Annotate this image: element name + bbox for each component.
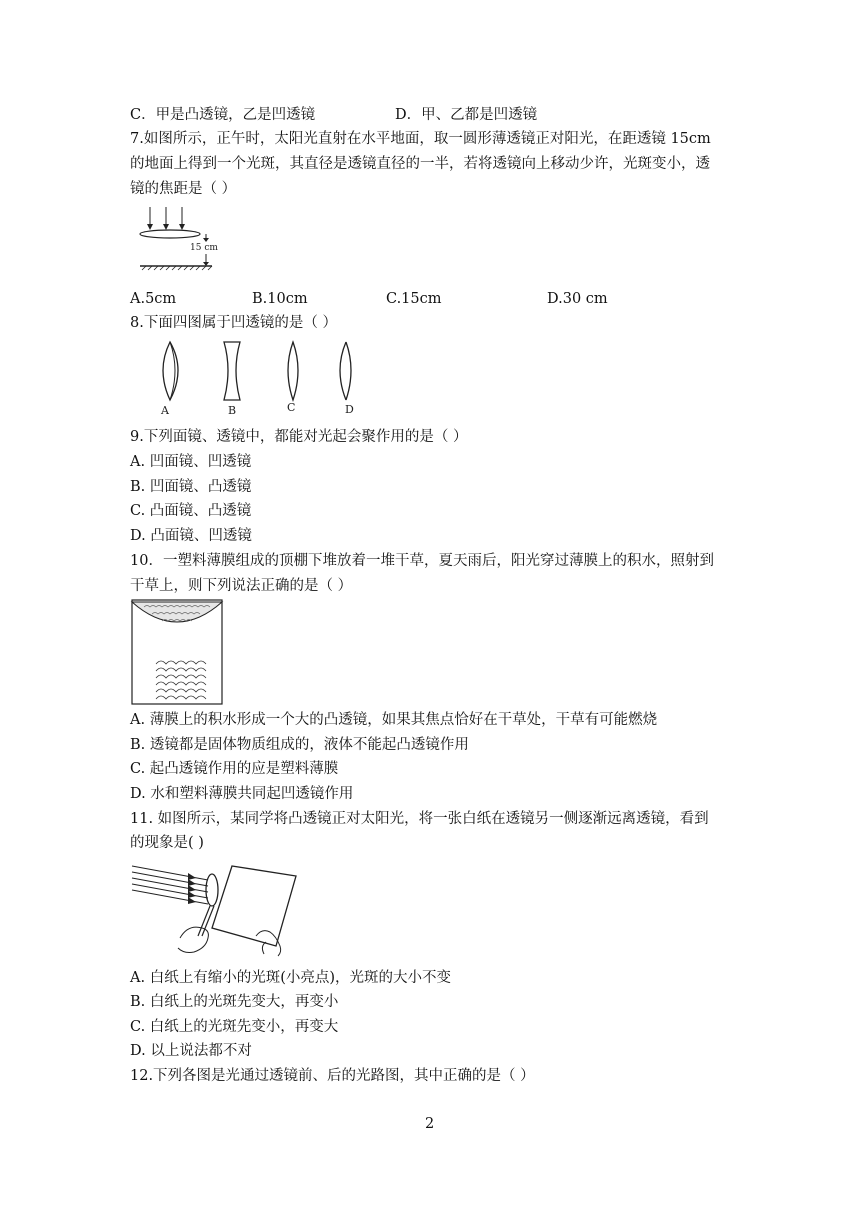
q10-option-c: C. 起凸透镜作用的应是塑料薄膜 <box>130 761 339 777</box>
q12-stem: 12.下列各图是光通过透镜前、后的光路图，其中正确的是（ ） <box>130 1068 535 1084</box>
q6-option-d: D．甲、乙都是凹透镜 <box>395 107 538 123</box>
q7-option-b: B.10cm <box>252 291 308 307</box>
q9-option-c: C. 凸面镜、凸透镜 <box>130 503 252 519</box>
q11-stem-line-1: 11. 如图所示，某同学将凸透镜正对太阳光，将一张白纸在透镜另一侧逐渐远离透镜，看到 <box>130 811 709 827</box>
q7-option-d: D.30 cm <box>547 291 608 307</box>
q8-stem: 8.下面四图属于凹透镜的是（ ） <box>130 315 337 331</box>
q11-stem-line-2: 的现象是( ) <box>130 835 204 851</box>
q9-option-d: D. 凸面镜、凹透镜 <box>130 528 252 544</box>
q10-stem-line-1: 10．一塑料薄膜组成的顶棚下堆放着一堆干草，夏天雨后，阳光穿过薄膜上的积水，照射到 <box>130 553 714 569</box>
q11-option-b: B. 白纸上的光斑先变大，再变小 <box>130 994 339 1010</box>
q8-label-b: B <box>228 404 237 417</box>
page-number: 2 <box>425 1116 435 1132</box>
q10-option-b: B. 透镜都是固体物质组成的，液体不能起凸透镜作用 <box>130 737 469 753</box>
q11-option-c: C. 白纸上的光斑先变小，再变大 <box>130 1019 339 1035</box>
q11-lens-paper-figure <box>128 858 300 958</box>
q10-stem-line-2: 干草上，则下列说法正确的是（ ） <box>130 578 353 594</box>
q8-label-a: A <box>161 404 169 417</box>
q7-option-a: A.5cm <box>130 291 177 307</box>
q7-lens-figure <box>128 204 228 274</box>
q11-option-d: D. 以上说法都不对 <box>130 1043 252 1059</box>
q9-option-a: A. 凹面镜、凹透镜 <box>130 454 252 470</box>
q7-option-c: C.15cm <box>386 291 442 307</box>
q9-stem: 9.下列面镜、透镜中，都能对光起会聚作用的是（ ） <box>130 429 468 445</box>
q8-label-c: C <box>287 401 296 414</box>
q8-label-d: D <box>345 403 354 416</box>
q6-option-c: C．甲是凸透镜，乙是凹透镜 <box>130 107 316 123</box>
q7-stem-line-2: 的地面上得到一个光斑，其直径是透镜直径的一半，若将透镜向上移动少许，光斑变小，透 <box>130 156 710 172</box>
q8-lenses-figure <box>130 336 370 418</box>
q10-option-a: A. 薄膜上的积水形成一个大的凸透镜，如果其焦点恰好在干草处，干草有可能燃烧 <box>130 712 658 728</box>
q7-figure-label: 15 cm <box>190 243 218 253</box>
q7-stem-line-1: 7.如图所示，正午时，太阳光直射在水平地面，取一圆形薄透镜正对阳光，在距透镜 15cm <box>130 131 711 147</box>
q7-stem-line-3: 镜的焦距是（ ） <box>130 181 237 197</box>
q11-option-a: A. 白纸上有缩小的光斑(小亮点)，光斑的大小不变 <box>130 970 452 986</box>
q9-option-b: B. 凹面镜、凸透镜 <box>130 479 252 495</box>
q10-option-d: D. 水和塑料薄膜共同起凹透镜作用 <box>130 786 354 802</box>
q10-roof-hay-figure <box>130 598 226 706</box>
